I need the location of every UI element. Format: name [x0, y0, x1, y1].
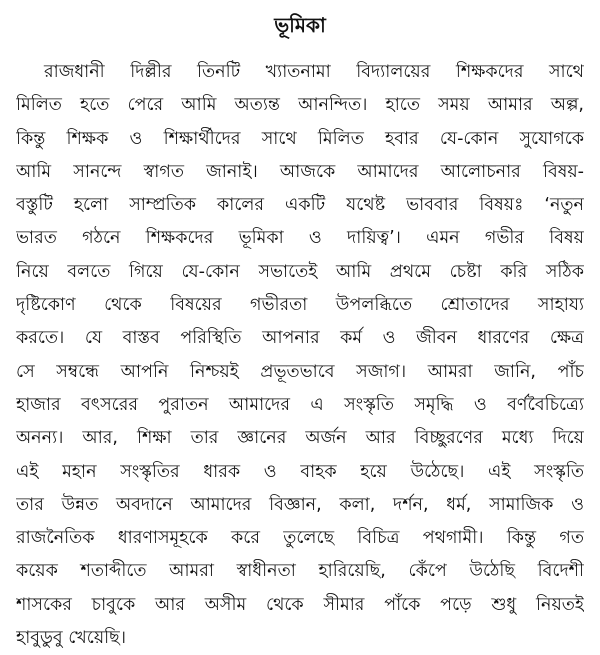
page-title: ভূমিকা [274, 13, 326, 37]
text-line: নিয়ে বলতে গিয়ে যে-কোন সভাতেই আমি প্রথমে চেষ্টা করি সঠিক [16, 261, 584, 282]
text-line: মিলিত হতে পেরে আমি অত্যন্ত আনন্দিত। হাতে সময় আমার অল্প, [16, 95, 584, 116]
text-line: আমি সানন্দে স্বাগত জানাই। আজকে আমাদের আলোচনার বিষয়- [16, 161, 584, 182]
text-line: কয়েক শতাব্দীতে আমরা স্বাধীনতা হারিয়েছি, কেঁপে উঠেছি বিদেশী [16, 561, 584, 582]
text-line: কিন্তু শিক্ষক ও শিক্ষার্থীদের সাথে মিলিত হবার যে-কোন সুযোগকে [16, 128, 584, 149]
text-line: সে সম্বন্ধে আপনি নিশ্চয়ই প্রভূতভাবে সজাগ। আমরা জানি, পাঁচ [16, 361, 584, 382]
text-line: তার উন্নত অবদানে আমাদের বিজ্ঞান, কলা, দর্শন, ধর্ম, সামাজিক ও [16, 494, 584, 515]
text-line: ভারত গঠনে শিক্ষকদের ভূমিকা ও দায়িত্ব’। এমন গভীর বিষয় [16, 228, 584, 249]
text-line: অনন্য। আর, শিক্ষা তার জ্ঞানের অর্জন আর বিচ্ছুরণের মধ্যে দিয়ে [16, 428, 584, 449]
text-line: এই মহান সংস্কৃতির ধারক ও বাহক হয়ে উঠেছে। এই সংস্কৃতি [16, 461, 584, 482]
text-line: রাজধানী দিল্লীর তিনটি খ্যাতনামা বিদ্যালয়ের শিক্ষকদের সাথে [44, 62, 584, 82]
text-line: করতে। যে বাস্তব পরিস্থিতি আপনার কর্ম ও জীবন ধারণের ক্ষেত্র [16, 328, 584, 349]
text-line: হাবুডুবু খেয়েছি। [16, 628, 126, 649]
text-line: বস্তুটি হলো সাম্প্রতিক কালের একটি যথেষ্ট ভাববার বিষয়ঃ ‘নতুন [16, 195, 584, 216]
text-line: রাজনৈতিক ধারণাসমূহকে করে তুলেছে বিচিত্র পথগামী। কিন্তু গত [16, 528, 584, 549]
text-line: হাজার বৎসরের পুরাতন আমাদের এ সংস্কৃতি সমৃদ্ধি ও বর্ণবৈচিত্র্যে [16, 394, 584, 415]
body-paragraph [16, 56, 584, 655]
text-line: দৃষ্টিকোণ থেকে বিষয়ের গভীরতা উপলব্ধিতে শ্রোতাদের সাহায্য [16, 295, 584, 316]
text-line: শাসকের চাবুকে আর অসীম থেকে সীমার পাঁকে পড়ে শুধু নিয়তই [16, 594, 584, 615]
